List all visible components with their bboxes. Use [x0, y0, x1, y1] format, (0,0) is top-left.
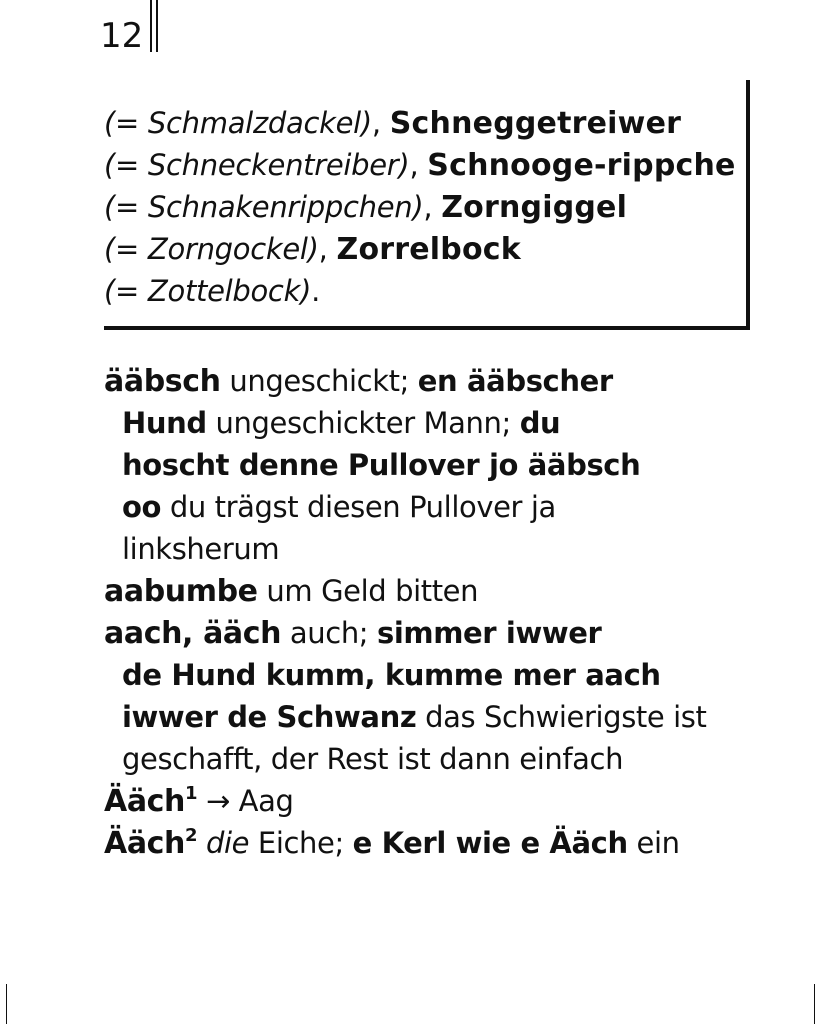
- entry-continuation-line: [122, 486, 556, 528]
- entry-headword-line: [104, 822, 680, 865]
- text-segment: Schnooge-rippche: [427, 148, 736, 183]
- entry-headword-line: [104, 570, 478, 613]
- text-segment: simmer iwwer: [377, 616, 602, 650]
- box-line: [104, 102, 681, 145]
- text-segment: oo: [122, 490, 162, 524]
- text-segment: iwwer de Schwanz: [122, 700, 417, 734]
- text-segment: Zorngiggel: [441, 190, 628, 225]
- headword: Ääch: [104, 784, 186, 819]
- text-segment: .: [311, 274, 321, 308]
- text-segment: de Hund kumm, kumme mer aach: [122, 658, 661, 692]
- text-segment: Hund: [122, 406, 207, 440]
- text-segment: geschafft, der Rest ist dann einfach: [122, 742, 624, 776]
- header-rule-left: [150, 0, 152, 52]
- entry-continuation-line: [122, 444, 640, 486]
- page-number: 12: [100, 16, 144, 56]
- text-segment: Eiche;: [249, 826, 353, 860]
- text-segment: → Aag: [197, 784, 294, 818]
- box-line: [104, 144, 736, 187]
- text-segment: ,: [409, 148, 428, 182]
- entry-continuation-line: [122, 696, 706, 738]
- header-rule-right: [156, 0, 158, 52]
- entry-continuation-line: [122, 402, 560, 444]
- entry-headword-line: [104, 360, 613, 403]
- box-line: [104, 186, 627, 229]
- text-segment: (= Zottelbock): [104, 274, 312, 308]
- entry-headword-line: [104, 612, 601, 655]
- box-line: [104, 270, 320, 312]
- crop-mark-left: [6, 984, 7, 1024]
- text-segment: ,: [371, 106, 390, 140]
- headword: aabumbe: [104, 574, 258, 609]
- text-segment: hoscht denne Pullover jo ääbsch: [122, 448, 641, 482]
- text-segment: Zorrelbock: [336, 232, 521, 267]
- headword: ääbsch: [104, 364, 221, 399]
- homograph-number: 1: [185, 783, 198, 804]
- entry-continuation-line: [122, 654, 661, 696]
- text-segment: (= Zorngockel): [104, 232, 319, 266]
- text-segment: du: [519, 406, 561, 440]
- homograph-number: 2: [185, 825, 198, 846]
- entry-continuation-line: [122, 528, 279, 570]
- text-segment: ein: [627, 826, 680, 860]
- text-segment: en ääbscher: [417, 364, 613, 398]
- text-segment: ,: [423, 190, 442, 224]
- entry-headword-line: [104, 780, 294, 823]
- text-segment: das Schwierigste ist: [416, 700, 707, 734]
- headword: Ääch: [104, 826, 186, 861]
- text-segment: e Kerl wie e Ääch: [352, 826, 628, 860]
- text-segment: (= Schmalzdackel): [104, 106, 372, 140]
- entry-continuation-line: [122, 738, 623, 780]
- text-segment: auch;: [281, 616, 377, 650]
- crop-mark-right: [814, 984, 815, 1024]
- text-segment: du trägst diesen Pullover ja: [161, 490, 556, 524]
- text-segment: ungeschickter Mann;: [206, 406, 520, 440]
- synonym-box: [104, 80, 750, 330]
- text-segment: ,: [318, 232, 337, 266]
- text-segment: um Geld bitten: [257, 574, 479, 608]
- box-line: [104, 228, 521, 271]
- text-segment: (= Schnakenrippchen): [104, 190, 424, 224]
- text-segment: die: [205, 826, 250, 860]
- text-segment: linksherum: [122, 532, 280, 566]
- headword: aach, ääch: [104, 616, 282, 651]
- text-segment: ungeschickt;: [220, 364, 418, 398]
- text-segment: [197, 826, 206, 860]
- text-segment: Schneggetreiwer: [389, 106, 682, 141]
- text-segment: (= Schneckentreiber): [104, 148, 410, 182]
